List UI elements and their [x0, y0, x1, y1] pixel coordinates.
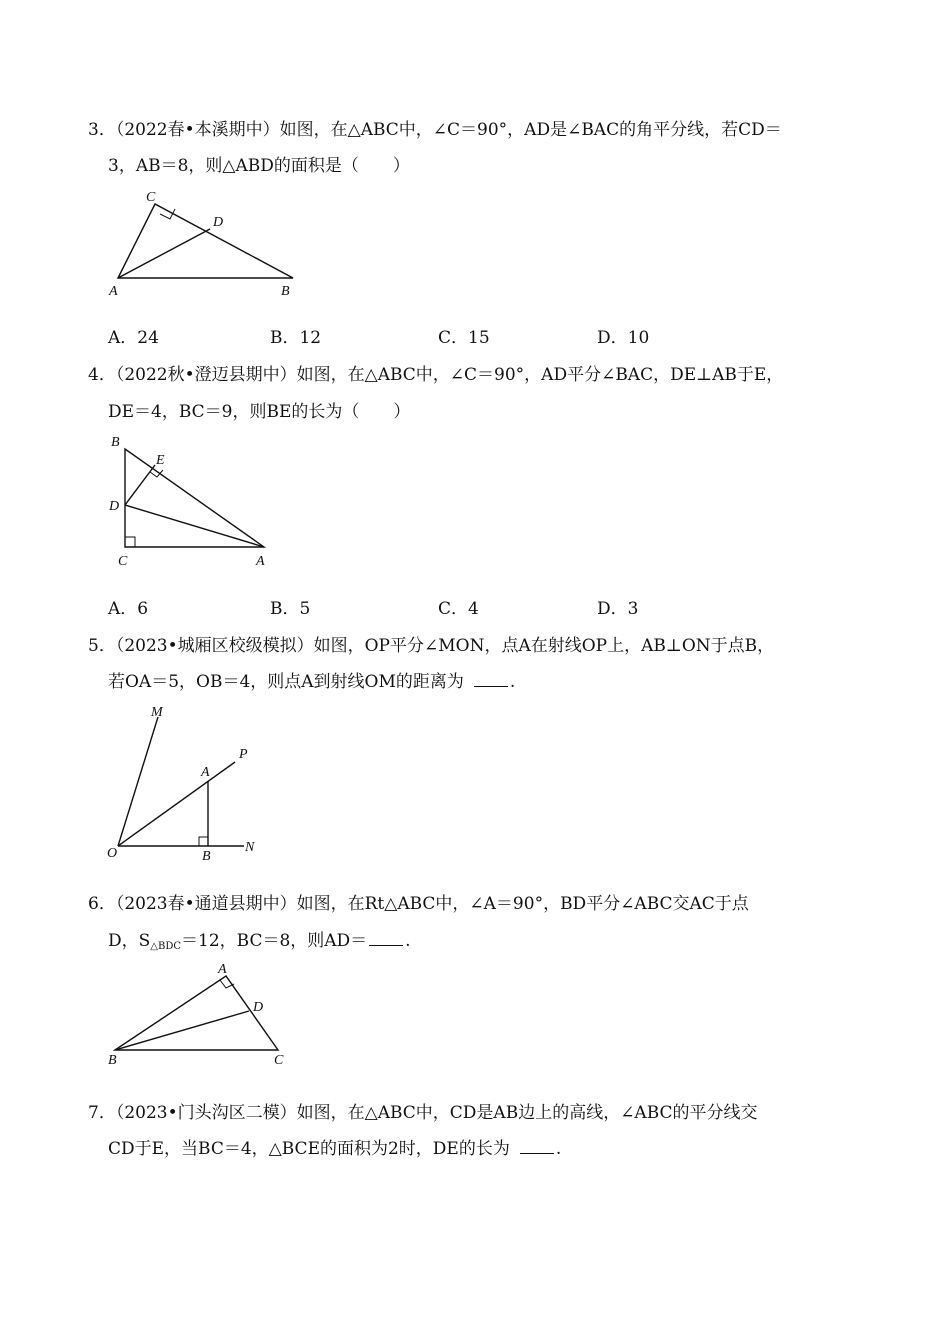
- q6-label-c: C: [274, 1053, 284, 1068]
- q6-stem-2a: D，S: [108, 931, 151, 951]
- q6-label-a: A: [218, 962, 227, 977]
- q3-label-d: D: [213, 215, 224, 230]
- q5-stem-1: （2023•城厢区校级模拟）如图，OP平分∠MON，点A在射线OP上，AB⊥ON于点B，: [115, 636, 775, 656]
- q3-option-c: C．15: [438, 328, 490, 348]
- q7-stem-1: （2023•门头沟区二模）如图，在△ABC中，CD是AB边上的高线，∠ABC的平分线交: [115, 1103, 758, 1123]
- q7-stem-2: CD于E，当BC＝4，△BCE的面积为2时，DE的长为: [108, 1139, 510, 1159]
- q5-label-m: M: [151, 705, 163, 720]
- q5-number: 5．: [88, 636, 116, 656]
- q6-label-b: B: [108, 1053, 117, 1068]
- q4-label-c: C: [118, 554, 128, 569]
- q4-stem-1: （2022秋•澄迈县期中）如图，在△ABC中，∠C＝90°，AD平分∠BAC，DE⊥AB于E，: [115, 365, 784, 385]
- q4-option-b: B．5: [270, 599, 311, 619]
- q6-stem-1: （2023春•通道县期中）如图，在Rt△ABC中，∠A＝90°，BD平分∠ABC交AC于点: [115, 894, 749, 914]
- q7-line2: [108, 1137, 561, 1161]
- q5-label-p: P: [239, 747, 248, 762]
- q4-option-d: D．3: [597, 599, 639, 619]
- q3-number: 3．: [88, 120, 116, 140]
- q3-option-a: A．24: [108, 328, 159, 348]
- q4-label-b: B: [111, 435, 120, 450]
- q4-label-a: A: [256, 554, 265, 569]
- q6-number: 6．: [88, 894, 116, 914]
- q4-option-c: C．4: [438, 599, 479, 619]
- q4-number: 4．: [88, 365, 116, 385]
- q5-label-n: N: [245, 840, 255, 855]
- q5-stem-end: .: [509, 672, 516, 692]
- q6-subscript: △BDC: [150, 941, 181, 952]
- q3-option-d: D．10: [597, 328, 650, 348]
- q4-label-d: D: [109, 499, 120, 514]
- q3-label-b: B: [281, 284, 290, 299]
- q6-label-d: D: [253, 1000, 264, 1015]
- q3-option-b: B．12: [270, 328, 322, 348]
- q3-stem-2: 3，AB＝8，则△ABD的面积是（ ）: [108, 156, 410, 176]
- q3-label-a: A: [109, 284, 118, 299]
- q7-number: 7．: [88, 1103, 116, 1123]
- q5-stem-2: 若OA＝5，OB＝4，则点A到射线OM的距离为: [108, 672, 464, 692]
- q4-stem-2: DE＝4，BC＝9，则BE的长为（ ）: [108, 402, 411, 422]
- q7-line1: [88, 1101, 758, 1125]
- q5-label-b: B: [202, 849, 211, 864]
- q6-stem-2b: ＝12，BC＝8，则AD＝: [181, 931, 368, 951]
- q4-option-a: A．6: [108, 599, 149, 619]
- q3-stem-1: （2022春•本溪期中）如图，在△ABC中，∠C＝90°，AD是∠BAC的角平分线，若CD＝: [115, 120, 782, 140]
- q5-label-o: O: [107, 846, 118, 861]
- q7-answer-blank[interactable]: [520, 1139, 554, 1154]
- q6-stem-end: .: [405, 931, 411, 951]
- q5-label-a: A: [201, 765, 210, 780]
- q4-label-e: E: [156, 453, 165, 468]
- q3-label-c: C: [146, 190, 156, 205]
- q7-stem-end: .: [555, 1139, 562, 1159]
